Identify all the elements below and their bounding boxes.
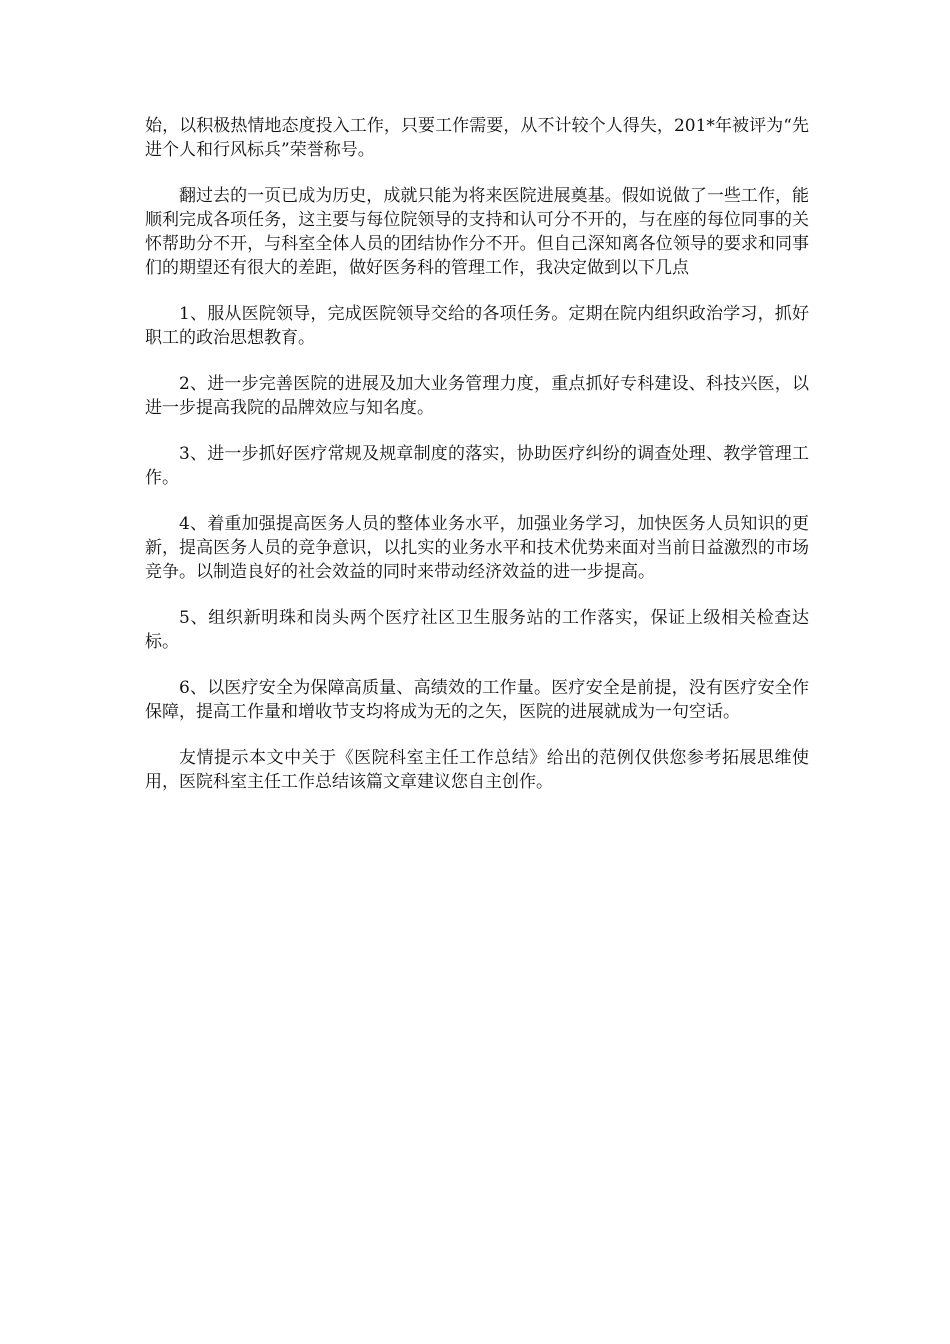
paragraph-reflection: 翻过去的一页已成为历史，成就只能为将来医院进展奠基。假如说做了一些工作，能顺利完成各项任务，这主要与每位院领导的支持和认可分不开的，与在座的每位同事的关怀帮助分不开，与科室全体人员的团结协作分不开。但自己深知离各位领导的要求和同事们的期望还有很大的差距，做好医务科的管理工作，我决定做到以下几点 [145,186,809,278]
document-page [145,114,809,816]
paragraph-continuation: 始，以积极热情地态度投入工作，只要工作需要，从不计较个人得失，201*年被评为“先进个人和行风标兵”荣誉称号。 [145,116,809,160]
paragraph-point-3: 3、进一步抓好医疗常规及规章制度的落实，协助医疗纠纷的调查处理、教学管理工作。 [145,444,809,488]
paragraph-notice: 友情提示本文中关于《医院科室主任工作总结》给出的范例仅供您参考拓展思维使用，医院科室主任工作总结该篇文章建议您自主创作。 [145,748,809,792]
paragraph-point-2: 2、进一步完善医院的进展及加大业务管理力度，重点抓好专科建设、科技兴医，以进一步提高我院的品牌效应与知名度。 [145,374,809,418]
paragraph-point-6: 6、以医疗安全为保障高质量、高绩效的工作量。医疗安全是前提，没有医疗安全作保障，提高工作量和增收节支均将成为无的之矢，医院的进展就成为一句空话。 [145,678,809,722]
paragraph-point-4: 4、着重加强提高医务人员的整体业务水平，加强业务学习，加快医务人员知识的更新，提高医务人员的竞争意识，以扎实的业务水平和技术优势来面对当前日益激烈的市场竞争。以制造良好的社会效益的同时来带动经济效益的进一步提高。 [145,514,809,582]
paragraph-point-1: 1、服从医院领导，完成医院领导交给的各项任务。定期在院内组织政治学习，抓好职工的政治思想教育。 [145,304,809,348]
paragraph-point-5: 5、组织新明珠和岗头两个医疗社区卫生服务站的工作落实，保证上级相关检查达标。 [145,608,809,652]
